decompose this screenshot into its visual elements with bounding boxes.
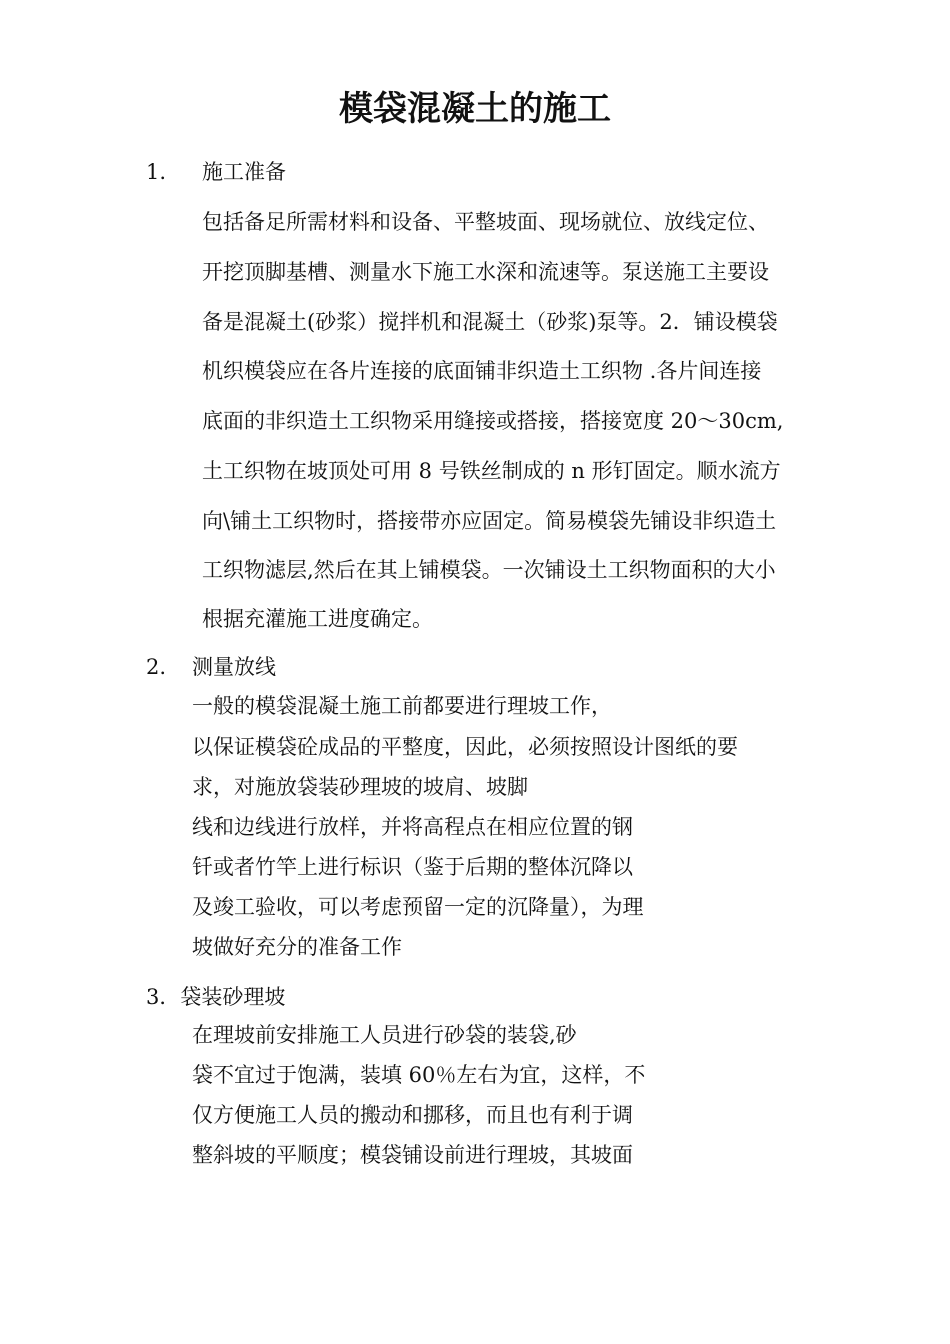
section-3-paragraph-line: 整斜坡的平顺度；模袋铺设前进行理坡，其坡面 [192,1143,633,1167]
section-2-paragraph-line: 坡做好充分的准备工作 [192,935,402,959]
section-2-paragraph-line: 一般的模袋混凝土施工前都要进行理坡工作， [192,694,612,718]
section-2-paragraph-line: 线和边线进行放样，并将高程点在相应位置的钢 [192,815,633,839]
section-2-paragraph-line: 求，对施放袋装砂理坡的坡肩、坡脚 [192,775,528,799]
section-1-paragraph-line: 备是混凝土(砂浆）搅拌机和混凝土（砂浆)泵等。2．铺设模袋 [202,310,778,334]
section-3-paragraph-line: 袋不宜过于饱满，装填 60％左右为宜，这样，不 [192,1063,646,1087]
section-2-heading: 测量放线 [192,655,276,679]
section-2-paragraph-line: 以保证模袋砼成品的平整度，因此，必须按照设计图纸的要 [192,735,738,759]
section-1-paragraph-line: 向\铺土工织物时，搭接带亦应固定。简易模袋先铺设非织造土 [202,509,777,533]
section-2-paragraph-line: 钎或者竹竿上进行标识（鉴于后期的整体沉降以 [192,855,633,879]
section-1-paragraph-line: 底面的非织造土工织物采用缝接或搭接，搭接宽度 20～30cm, [202,409,784,433]
section-1-paragraph-line: 机织模袋应在各片连接的底面铺非织造土工织物 .各片间连接 [202,359,762,383]
page-title: 模袋混凝土的施工 [339,89,611,129]
section-1-paragraph-line: 根据充灌施工进度确定。 [202,607,433,631]
section-3-paragraph-line: 在理坡前安排施工人员进行砂袋的装袋,砂 [192,1023,577,1047]
section-1-paragraph-line: 土工织物在坡顶处可用 8 号铁丝制成的 n 形钉固定。顺水流方 [202,459,781,483]
section-1-paragraph-line: 工织物滤层,然后在其上铺模袋。一次铺设土工织物面积的大小 [202,558,776,582]
section-3-heading: 3．袋装砂理坡 [146,985,286,1009]
section-3-paragraph-line: 仅方便施工人员的搬动和挪移，而且也有利于调 [192,1103,633,1127]
section-1-paragraph-line: 开挖顶脚基槽、测量水下施工水深和流速等。泵送施工主要设 [202,260,769,284]
section-1-paragraph-line: 包括备足所需材料和设备、平整坡面、现场就位、放线定位、 [202,210,769,234]
section-2-paragraph-line: 及竣工验收，可以考虑预留一定的沉降量），为理 [192,895,644,919]
section-1-heading: 施工准备 [202,160,286,184]
section-1-number: 1. [146,160,167,184]
section-2-number: 2. [146,655,167,679]
